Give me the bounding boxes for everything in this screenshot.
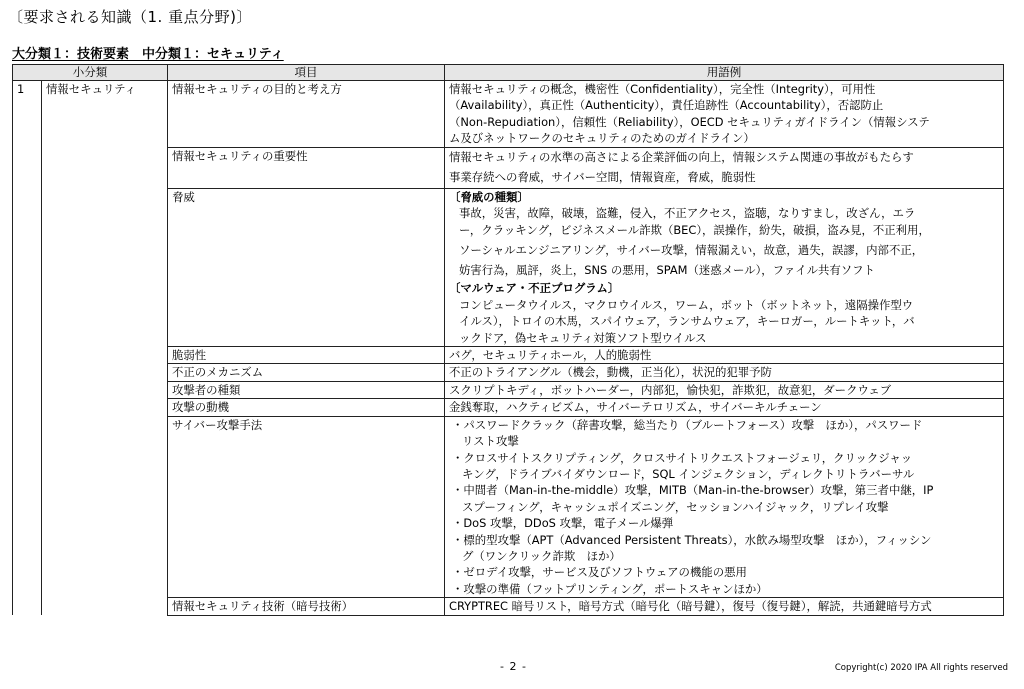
- terms-cell: [445, 598, 1004, 615]
- item-cell: 情報セキュリティの目的と考え方: [168, 81, 445, 148]
- term-line: 妨害行為，風評，炎上，SNS の悪用，SPAM（迷惑メール），ファイル共有ソフト: [459, 263, 875, 278]
- term-line: 金銭奪取，ハクティビズム，サイバーテロリズム，サイバーキルチェーン: [449, 400, 822, 415]
- bullet-line: ・ゼロデイ攻撃，サービス及びソフトウェアの機能の悪用: [452, 565, 747, 580]
- sub-category-continued: [42, 598, 168, 615]
- terms-cell: [445, 416, 1004, 597]
- header-item: 項目: [168, 65, 445, 81]
- terms-cell: [445, 188, 1004, 346]
- bullet-line: ・クロスサイトスクリプティング，クロスサイトリクエストフォージェリ，クリックジャッ: [452, 450, 913, 465]
- bullet-line: グ（ワンクリック詐欺 ほか）: [462, 548, 621, 563]
- header-terms: 用語例: [445, 65, 1004, 81]
- term-line: ックドア，偽セキュリティ対策ソフト型ウイルス: [459, 330, 707, 345]
- terms-cell: [445, 147, 1004, 188]
- malware-heading: 〔マルウェア・不正プログラム〕: [449, 281, 620, 296]
- table-row: [13, 598, 1004, 615]
- term-line: スクリプトキディ，ボットハーダー，内部犯，愉快犯，詐欺犯，故意犯，ダークウェブ: [449, 382, 892, 397]
- bullet-line: ・中間者（Man-in-the-middle）攻撃，MITB（Man-in-the-browser）攻撃，第三者中継，IP: [452, 483, 934, 498]
- bullet-line: ・標的型攻撃（APT（Advanced Persistent Threats），水飲み場型攻撃 ほか），フィッシン: [452, 532, 932, 547]
- threat-types-heading: 〔脅威の種類〕: [449, 189, 529, 204]
- term-line: 情報セキュリティの水準の高さによる企業評価の向上，情報システム関連の事故がもたらす: [449, 149, 914, 164]
- item-cell: 情報セキュリティ技術（暗号技術）: [168, 598, 445, 615]
- copyright: Copyright(c) 2020 IPA All rights reserved: [834, 663, 1008, 673]
- term-line: ソーシャルエンジニアリング，サイバー攻撃，情報漏えい，故意，過失，誤謬，内部不正，: [459, 243, 924, 258]
- item-cell: 情報セキュリティの重要性: [168, 147, 445, 188]
- item-cell: 脅威: [168, 188, 445, 346]
- term-line: イルス），トロイの木馬，スパイウェア，ランサムウェア，キーロガー，ルートキット，バ: [459, 314, 915, 329]
- term-line: ム及びネットワークのセキュリティのためのガイドライン）: [449, 131, 755, 146]
- terms-cell: [445, 364, 1004, 381]
- term-line: 事故，災害，故障，破壊，盗難，侵入，不正アクセス，盗聴，なりすまし，改ざん，エラ: [459, 206, 916, 221]
- item-cell: 脆弱性: [168, 347, 445, 364]
- terms-cell: [445, 381, 1004, 398]
- term-line: （Non-Repudiation），信頼性（Reliability），OECD セキュリティガイドライン（情報システ: [449, 114, 930, 129]
- bullet-line: スプーフィング，キャッシュポイズニング，セッションハイジャック，リプレイ攻撃: [462, 499, 889, 514]
- term-line: 情報セキュリティの概念，機密性（Confidentiality），完全性（Integrity），可用性: [449, 82, 876, 96]
- terms-cell: [445, 399, 1004, 416]
- knowledge-table: [12, 64, 1004, 616]
- table-row: [13, 81, 1004, 148]
- term-line: バグ，セキュリティホール，人的脆弱性: [449, 348, 652, 363]
- terms-cell: [445, 81, 1004, 148]
- row-number-continued: [13, 598, 42, 615]
- section-title: 大分類１：技術要素 中分類１：セキュリティ: [12, 47, 284, 62]
- bullet-line: キング，ドライブバイダウンロード，SQL インジェクション，ディレクトリトラバーサル: [462, 466, 915, 481]
- page-number: - 2 -: [500, 660, 527, 673]
- term-line: ー，クラッキング，ビジネスメール詐欺（BEC），誤操作，紛失，破損，盗み見，不正利用，: [459, 223, 930, 238]
- bullet-line: ・攻撃の準備（フットプリンティング，ポートスキャンほか）: [452, 581, 768, 596]
- page-heading: 〔要求される知識（1. 重点分野)〕: [8, 8, 252, 26]
- terms-cell: [445, 347, 1004, 364]
- item-cell: サイバー攻撃手法: [168, 416, 445, 597]
- table-header-row: [13, 65, 1004, 81]
- term-line: 事業存続への脅威，サイバー空間，情報資産，脅威，脆弱性: [449, 169, 756, 184]
- header-sub-category: 小分類: [13, 65, 168, 81]
- term-line: コンピュータウイルス，マクロウイルス，ワーム，ボット（ボットネット，遠隔操作型ウ: [459, 297, 914, 312]
- term-line: 不正のトライアングル（機会，動機，正当化），状況的犯罪予防: [449, 365, 772, 380]
- item-cell: 攻撃の動機: [168, 399, 445, 416]
- bullet-line: リスト攻撃: [462, 434, 519, 449]
- term-line: CRYPTREC 暗号リスト，暗号方式（暗号化（暗号鍵），復号（復号鍵），解読，共通鍵暗号方式: [449, 599, 932, 614]
- row-number: 1: [13, 81, 42, 598]
- term-line: （Availability），真正性（Authenticity），責任追跡性（Accountability），否認防止: [449, 98, 884, 113]
- item-cell: 不正のメカニズム: [168, 364, 445, 381]
- bullet-line: ・パスワードクラック（辞書攻撃，総当たり（ブルートフォース）攻撃 ほか），パスワード: [452, 417, 923, 432]
- bullet-line: ・DoS 攻撃，DDoS 攻撃，電子メール爆弾: [452, 516, 674, 531]
- sub-category: 情報セキュリティ: [42, 81, 168, 598]
- item-cell: 攻撃者の種類: [168, 381, 445, 398]
